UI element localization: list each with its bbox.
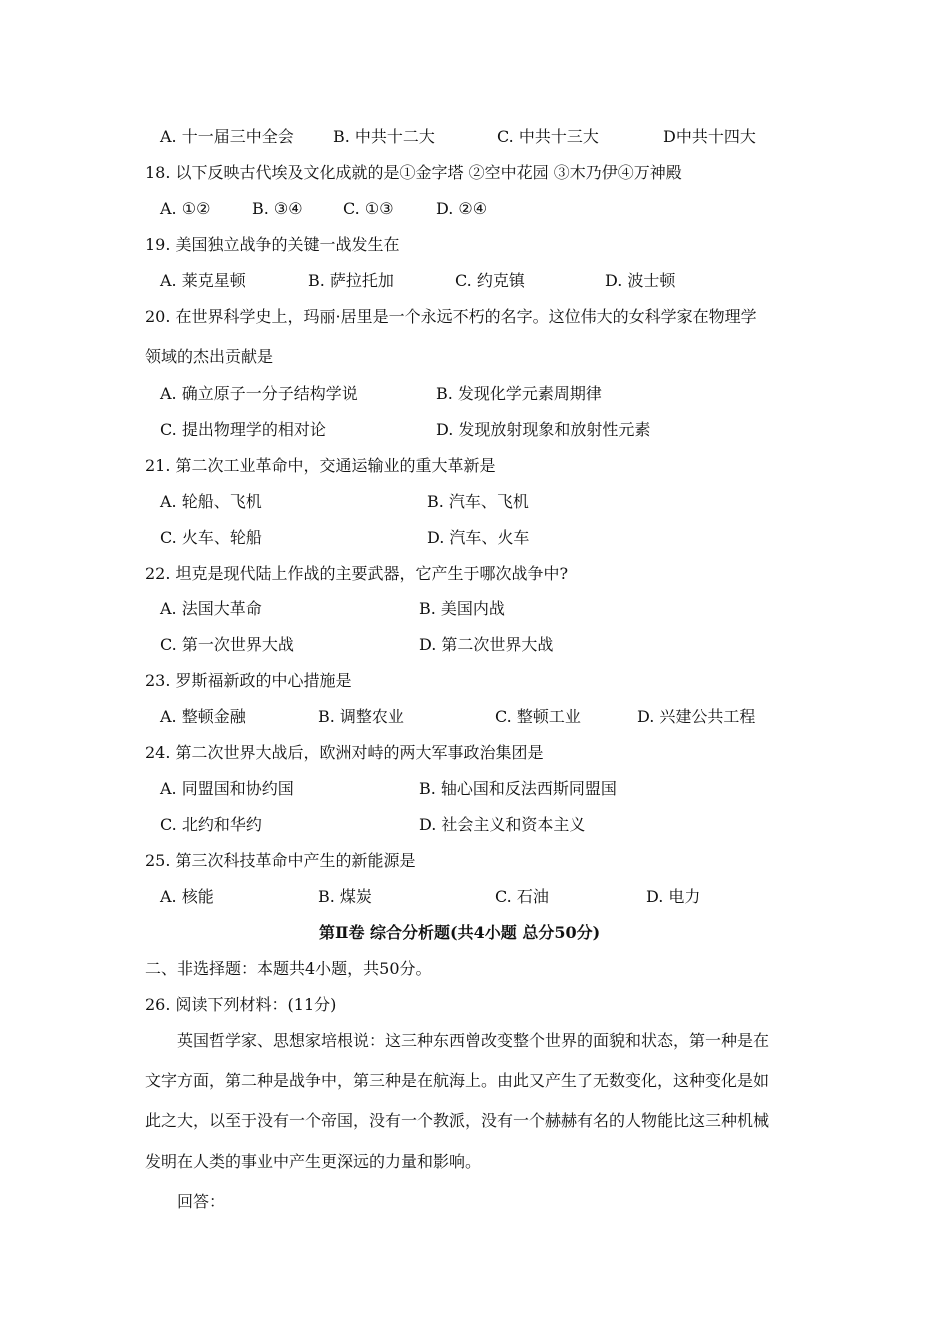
q25-option-c: C. 石油 [495, 887, 549, 906]
q22-option-d: D. 第二次世界大战 [419, 635, 554, 654]
q20-option-a: A. 确立原子一分子结构学说 [160, 384, 358, 403]
q20-option-d: D. 发现放射现象和放射性元素 [436, 420, 651, 439]
q25-option-d: D. 电力 [646, 887, 701, 906]
q25-option-b: B. 煤炭 [318, 887, 372, 906]
q18-option-a: A. ①② [160, 199, 211, 218]
q23-option-c: C. 整顿工业 [495, 707, 581, 726]
q22-option-a: A. 法国大革命 [160, 599, 262, 618]
q24-option-b: B. 轴心国和反法西斯同盟国 [419, 779, 617, 798]
q17-option-b: B. 中共十二大 [333, 127, 435, 146]
q18-option-b: B. ③④ [252, 199, 303, 218]
q19-option-d: D. 波士顿 [605, 271, 676, 290]
q18-option-c: C. ①③ [343, 199, 394, 218]
q23-option-d: D. 兴建公共工程 [637, 707, 756, 726]
q19-option-c: C. 约克镇 [455, 271, 525, 290]
q18-option-d: D. ②④ [436, 199, 488, 218]
q21-option-d: D. 汽车、火车 [427, 528, 530, 547]
q23-option-b: B. 调整农业 [318, 707, 404, 726]
q24-option-d: D. 社会主义和资本主义 [419, 815, 586, 834]
q24-option-a: A. 同盟国和协约国 [160, 779, 294, 798]
q19-option-a: A. 莱克星顿 [160, 271, 246, 290]
q20-option-c: C. 提出物理学的相对论 [160, 420, 326, 439]
q17-option-c: C. 中共十三大 [497, 127, 599, 146]
q20-option-b: B. 发现化学元素周期律 [436, 384, 602, 403]
q19-option-b: B. 萨拉托加 [308, 271, 394, 290]
q21-option-c: C. 火车、轮船 [160, 528, 262, 547]
q24-option-c: C. 北约和华约 [160, 815, 262, 834]
q22-option-c: C. 第一次世界大战 [160, 635, 294, 654]
q25-option-a: A. 核能 [160, 887, 214, 906]
q21-option-a: A. 轮船、飞机 [160, 492, 262, 511]
q17-option-d: D中共十四大 [663, 127, 756, 146]
q21-option-b: B. 汽车、飞机 [427, 492, 529, 511]
q17-option-a: A. 十一届三中全会 [160, 127, 294, 146]
q23-option-a: A. 整顿金融 [160, 707, 246, 726]
q22-option-b: B. 美国内战 [419, 599, 505, 618]
